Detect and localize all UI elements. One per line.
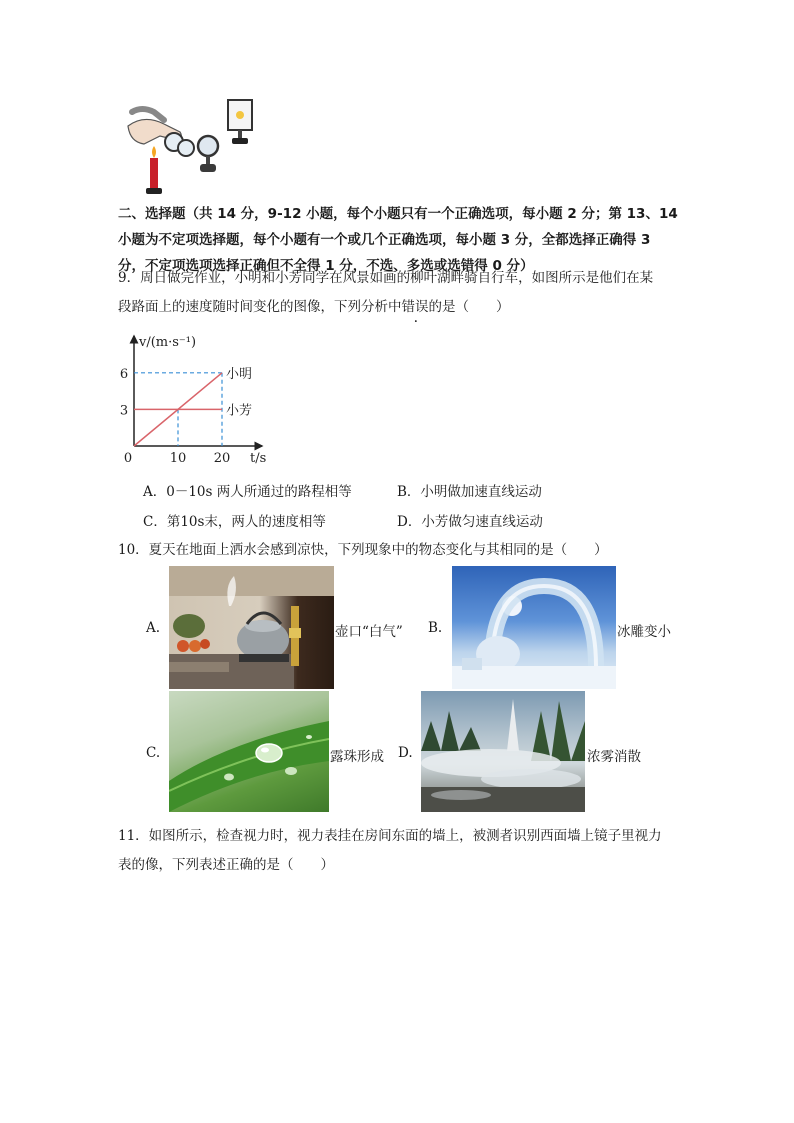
x-tick-10: 10 — [169, 451, 187, 466]
question-9-line-1: 9．周日做完作业，小明和小芳同学在风景如画的柳叶湖畔骑自行车，如图所示是他们在某 — [118, 270, 654, 286]
section-line-3: 分，不定项选项选择正确但不全得 1 分，不选、多选或选错得 0 分） — [118, 258, 534, 274]
dew-leaf-photo — [169, 691, 329, 812]
y-tick-3: 3 — [119, 403, 129, 419]
q9-option-d[interactable]: D．小芳做匀速直线运动 — [397, 514, 543, 530]
question-11-line-2: 表的像，下列表述正确的是（ ） — [118, 857, 334, 873]
question-9-line-2-b: 的是（ ） — [428, 299, 510, 315]
question-9-line-2-a: 段路面上的速度随时间变化的图像，下列分析中 — [118, 299, 402, 315]
q9-option-a[interactable]: A．0－10s 两人所通过的路程相等 — [143, 484, 352, 500]
question-10-stem: 10．夏天在地面上洒水会感到凉快，下列现象中的物态变化与其相同的是（ ） — [118, 542, 608, 558]
optics-experiment-figure — [124, 96, 264, 198]
section-line-2: 小题为不定项选择题，每个小题有一个或几个正确选项，每小题 3 分，全都选择正确得 3 — [118, 232, 651, 248]
emphasis-word: 错误 — [401, 299, 429, 315]
series-label-xiaofang: 小芳 — [226, 403, 253, 419]
q9-option-c[interactable]: C．第10s末，两人的速度相等 — [143, 514, 326, 530]
series-label-xiaoming: 小明 — [226, 366, 253, 382]
question-9-line-2 — [118, 293, 688, 322]
q9-option-b[interactable]: B．小明做加速直线运动 — [397, 484, 542, 500]
y-axis-label: v/(m·s⁻¹) — [139, 335, 197, 350]
q10-option-a-letter[interactable]: A. — [146, 620, 161, 636]
q10-option-b-caption: 冰雕变小 — [617, 624, 671, 640]
question-9-stem — [118, 264, 688, 322]
origin-label: 0 — [123, 451, 133, 466]
velocity-time-chart — [112, 330, 292, 470]
x-axis-label: t/s — [250, 451, 267, 466]
question-11-stem — [118, 822, 688, 880]
q10-option-d-letter[interactable]: D. — [398, 745, 413, 761]
q10-option-b-letter[interactable]: B. — [428, 620, 443, 636]
x-tick-20: 20 — [213, 451, 231, 466]
q10-option-c-caption: 露珠形成 — [330, 749, 384, 765]
question-11-line-1: 11．如图所示，检查视力时，视力表挂在房间东面的墙上，被测者识别西面墙上镜子里视力 — [118, 828, 662, 844]
section-line-1: 二、选择题（共 14 分，9-12 小题，每个小题只有一个正确选项，每小题 2 分；第 13、14 — [118, 206, 678, 222]
q10-option-a-caption: 壶口“白气” — [335, 624, 403, 640]
q10-option-d-caption: 浓雾消散 — [587, 749, 641, 765]
fog-forest-photo — [421, 691, 585, 812]
kettle-steam-photo — [169, 566, 334, 689]
q10-option-c-letter[interactable]: C. — [146, 745, 161, 761]
ice-sculpture-photo — [452, 566, 616, 689]
y-tick-6: 6 — [119, 366, 129, 382]
